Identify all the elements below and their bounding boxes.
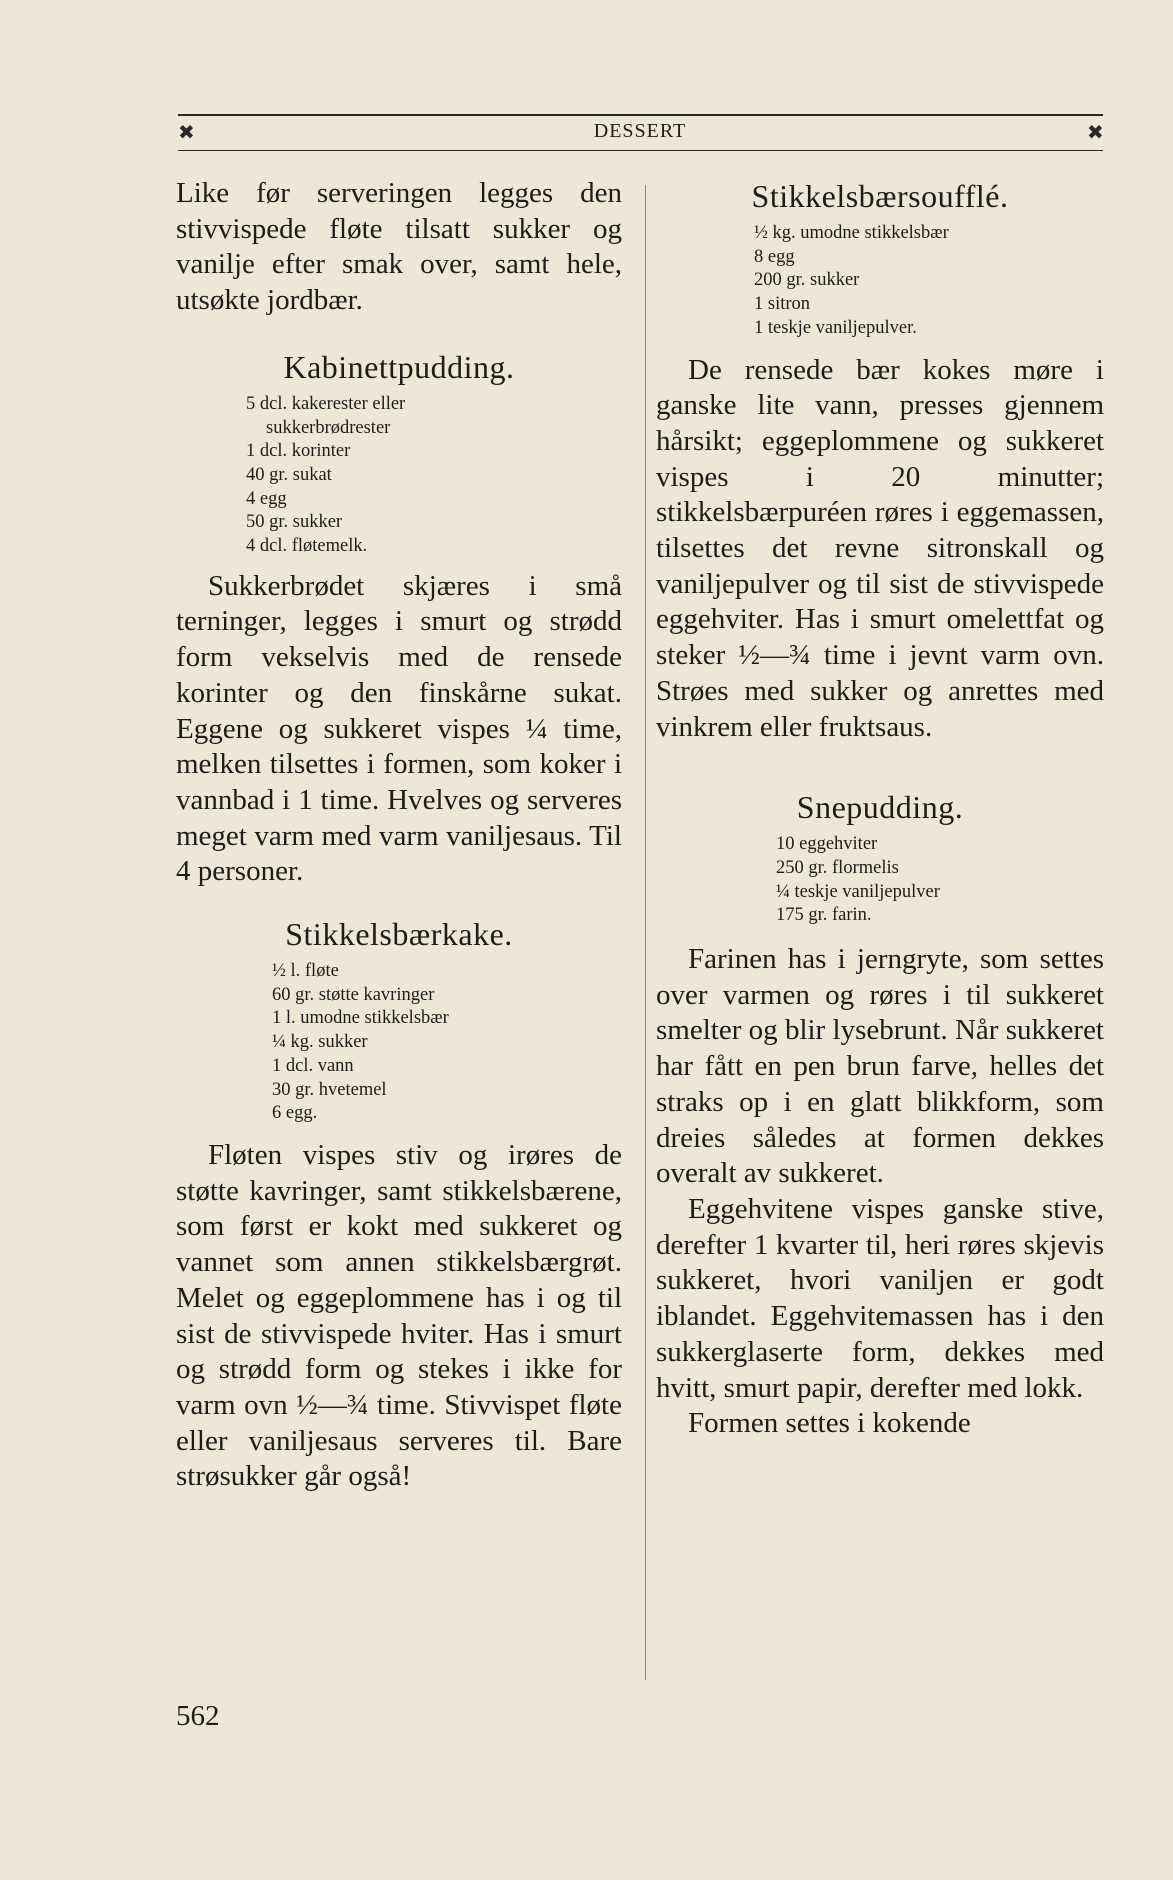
recipe-title-stikkelsbaerkake: Stikkelsbærkake. — [285, 916, 513, 953]
header-rule-top — [178, 114, 1103, 116]
ingredient-item: 4 dcl. fløtemelk. — [246, 536, 368, 557]
ingredient-item: 30 gr. hvetemel — [272, 1079, 387, 1100]
ingredient-item: ¼ teskje vaniljepulver — [776, 881, 940, 902]
ingredient-item: 1 dcl. korinter — [246, 441, 351, 462]
ingredient-item: 10 eggehviter — [776, 834, 878, 855]
ingredient-item: 200 gr. sukker — [754, 270, 860, 291]
ingredient-item: 5 dcl. kakerester eller — [246, 393, 406, 414]
right-column — [656, 176, 1104, 1442]
ingredient-list-snepudding — [776, 833, 1104, 928]
ingredient-item: sukkerbrødrester — [266, 417, 391, 438]
ingredient-list-stikkelsbaersouffle — [754, 222, 1104, 341]
ingredient-item: 50 gr. sukker — [246, 512, 343, 533]
page-number: 562 — [176, 1700, 220, 1732]
ingredient-item: 250 gr. flormelis — [776, 857, 899, 878]
recipe-method-snepudding-p3: Formen settes i kokende — [688, 1407, 971, 1440]
recipe-method-snepudding-p1: Farinen has i jerngryte, som settes over varmen og røres i til sukkeret smelter og blir lysebrunt. Når sukkeret har fått en pen brun farve, helles det straks op i en glatt blikkform, som dreies således at formen dekkes overalt av sukkeret. — [656, 943, 1104, 1190]
left-column — [176, 176, 622, 1495]
intro-paragraph: Like før serveringen legges den stivvispede fløte tilsatt sukker og vanilje efter smak over, samt hele, utsøkte jordbær. — [176, 177, 622, 317]
ingredient-item: 8 egg — [754, 246, 795, 267]
ornament-right-icon: ✖ — [1087, 120, 1104, 144]
ingredient-item: 6 egg. — [272, 1103, 318, 1124]
recipe-method-kabinettpudding: Sukkerbrødet skjæres i små terninger, legges i smurt og strødd form vekselvis med de rensede korinter og den finskårne sukat. Eggene og sukkeret vispes ¼ time, melken tilsettes i formen, som koker i vannbad i 1 time. Hvelves og serveres meget varm med varm vaniljesaus. Til 4 personer. — [176, 569, 622, 888]
recipe-method-stikkelsbaerkake: Fløten vispes stiv og irøres de støtte kavringer, samt stikkelsbærene, som først er kokt med sukkeret og vannet som annen stikkelsbærgrøt. Melet og eggeplommene has i og til sist de stivvispede hviter. Has i smurt og strødd form og stekes i ikke for varm ovn ½—¾ time. Stivvispet fløte eller vaniljesaus serveres til. Bare strøsukker går også! — [176, 1138, 622, 1493]
ingredient-item: 175 gr. farin. — [776, 905, 872, 926]
ingredient-item: 1 dcl. vann — [272, 1055, 354, 1076]
ingredient-item: 60 gr. støtte kavringer — [272, 984, 435, 1005]
ingredient-item: 1 sitron — [754, 294, 811, 315]
ingredient-item: ¼ kg. sukker — [272, 1032, 368, 1053]
ingredient-item: ½ kg. umodne stikkelsbær — [754, 223, 949, 243]
ingredient-list-stikkelsbaerkake — [272, 960, 622, 1126]
ingredient-list-kabinettpudding — [246, 393, 622, 559]
recipe-title-snepudding: Snepudding. — [796, 789, 964, 826]
ingredient-item: 1 l. umodne stikkelsbær — [272, 1008, 449, 1029]
ornament-left-icon: ✖ — [178, 120, 195, 144]
recipe-method-stikkelsbaersouffle: De rensede bær kokes møre i ganske lite vann, presses gjennem hårsikt; eggeplommene og sukkeret vispes i 20 minutter; stikkelsbærpuréen røres i eggemassen, tilsettes det revne sitronskall og vaniljepulver og til sist de stivvispede eggehviter. Has i smurt omelettfat og steker ½—¾ time i jevnt varm ovn. Strøes med sukker og anrettes med vinkrem eller fruktsaus. — [656, 353, 1104, 743]
column-divider — [645, 185, 646, 1680]
recipe-method-snepudding-p2: Eggehvitene vispes ganske stive, derefter 1 kvarter til, heri røres skjevis sukkeret, hvori vaniljen er godt iblandet. Eggehvitemassen has i den sukkerglaserte form, dekkes med hvitt, smurt papir, derefter med lokk. — [656, 1192, 1104, 1404]
recipe-title-kabinettpudding: Kabinettpudding. — [283, 348, 515, 385]
ingredient-item: 1 teskje vaniljepulver. — [754, 317, 917, 338]
recipe-title-stikkelsbaersouffle: Stikkelsbærsoufflé. — [751, 178, 1009, 214]
ingredient-item: 40 gr. sukat — [246, 464, 332, 485]
header-rule-bottom — [178, 150, 1103, 151]
ingredient-item: 4 egg — [246, 488, 287, 509]
ingredient-item: ½ l. fløte — [272, 961, 339, 982]
running-head: DESSERT — [593, 120, 687, 142]
